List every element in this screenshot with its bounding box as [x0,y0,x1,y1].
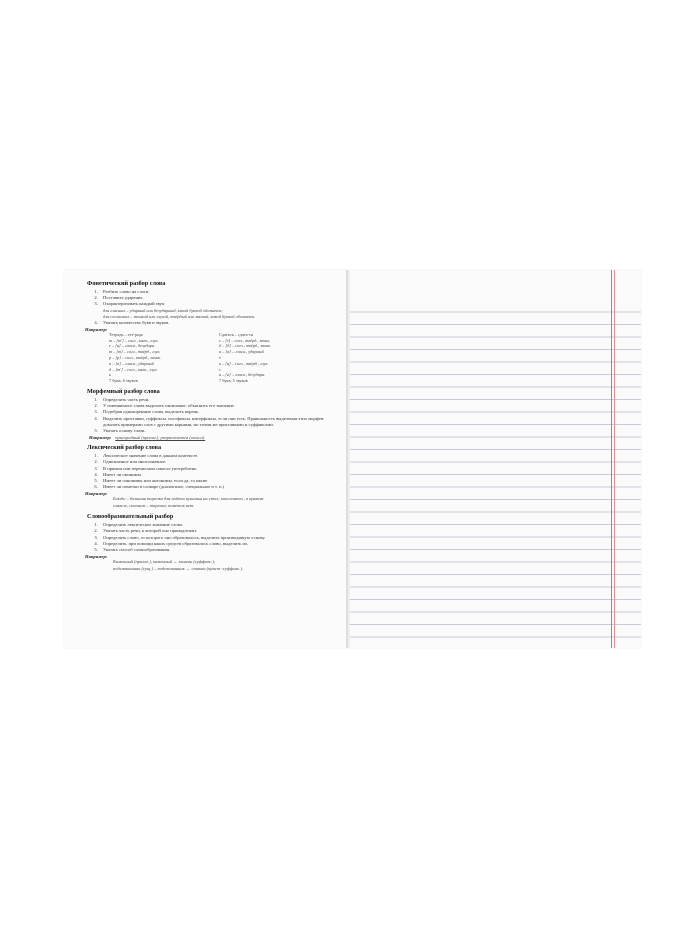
steps-list [81,397,336,434]
list-item: 5. Указать основу слова. [99,428,336,434]
list-item: 1. Определить часть речи. [99,397,336,403]
example-line: ь – [ц] – согл., твёрд., глух. [219,360,269,366]
example-columns [81,332,336,384]
margin-line [611,270,612,648]
section-title: Морфемный разбор слова [87,387,160,395]
example-line: т [219,355,221,360]
example-line: а – [а] – гласн., ударный [109,360,154,366]
list-item: 4. Имеет ли омонимы. [99,472,336,478]
lexical-section [81,444,336,509]
wordform-section [81,513,336,572]
list-item: 1. Определить лексическое значение слова. [99,522,336,528]
vowels-note: для гласных – ударный или безударный, какой буквой обозначен; [103,307,223,313]
list-item: 2. У изменяемого слова выделить окончание, объяснить его значение. [99,403,336,409]
section-title: Словообразовательный разбор [87,513,174,521]
list-item: 3. Охарактеризовать каждый звук: [99,301,336,307]
example-label: Например: [89,435,112,441]
example-line: Каменный (прилаг.), каменный ← камень (суффикс.); [113,559,216,565]
list-item: 4. Указать количество букв и звуков. [99,320,336,326]
list-item: 4. Выделить приставки, суффиксы, постфиксы, интерфиксы, если они есть. Правильность выделения этих морфем доказать примерами слов с другими корнями, но этими же приставками и суффиксами. [99,416,336,428]
steps-list [81,522,336,553]
reference-content [81,280,336,576]
example-line: с – [з] – согл., твёрд., звонк. [219,337,271,343]
example-text: пригородный (прилаг.), разрастается (глагол). [115,435,206,441]
example-column [109,332,199,384]
example-line: Тетрадь – тет-радь [109,331,144,337]
example-label: Например: [85,326,108,332]
example-line: е – [и] – гласн., безударн. [109,343,156,349]
example-line: подстаканник (сущ.) – подстаканник ← стакан (прист.-суффикс.). [113,565,244,571]
right-page [350,270,641,648]
example-row [85,434,336,440]
steps-list [81,453,336,490]
consonants-note: для согласных – звонкий или глухой, твёрдый или мягкий, какой буквой обозначен. [103,313,256,319]
list-item: 5. Указать способ словообразования. [99,547,336,553]
margin-line [614,270,615,648]
list-item: 1. Лексическое значение слова в данном контексте. [99,453,336,459]
example-line: с [219,366,221,372]
example-line: я – [а] – гласн., безударн. [219,372,266,378]
example-column [219,332,309,384]
example-line: 7 букв, 5 звуков [219,378,248,384]
left-page [64,270,346,648]
example-line: 7 букв, 6 звуков [109,378,138,384]
ruled-lines [350,300,641,640]
example-label: Например: [85,491,108,497]
example-line: т – [т'] – согл., мягк., глух. [109,337,159,343]
example-line: Сдаться – сдать-ся [219,331,253,337]
steps-list [81,289,336,308]
example-line: Блюдо – большая тарелка для подачи кушанья на стол; многозначн., в прямом [113,496,264,502]
section-title: Лексический разбор слова [87,444,162,452]
section-title: Фонетический разбор слова [87,280,166,287]
example-line: р – [р] – согл., твёрд., звонк. [109,355,162,360]
list-item: 3. Подобрав однокоренные слова, выделить корень. [99,409,336,415]
list-item: 4. Определить, при помощи каких средств образовалось слово, выделить их. [99,541,336,547]
example-line: д – [д] – согл., твёрд., звонк. [219,343,272,349]
example-line: ь [109,372,111,378]
list-item: 6. Имеет ли пометки в словаре (диалектное, специальное и т. п.) [99,484,336,490]
example-line: д – [т'] – согл., мягк., глух. [109,366,158,372]
list-item: 3. Определить слово, от которого оно образовалось, выделить производящую основу. [99,535,336,541]
list-item: 2. Однозначное или многозначное. [99,459,336,465]
list-item: 2. Указать часть речи, к которой оно принадлежит. [99,528,336,534]
example-line: т – [т] – согл., твёрд., глух. [109,349,161,355]
example-label: Например: [85,554,108,560]
list-item: 3. В прямом или переносном смысле употреблено. [99,466,336,472]
morpheme-section [81,388,336,440]
example-line: а – [а] – гласн., ударный [219,349,264,355]
example-line: смысле, синоним – тарелка, пометок нет. [113,502,195,508]
list-item: 5. Имеет ли синонимы или антонимы, если да, то какие. [99,478,336,484]
list-item: 2. Поставить ударение. [99,295,336,301]
list-item: 1. Разбить слово на слоги. [99,289,336,295]
steps-list [81,320,336,326]
phonetic-section [81,280,336,384]
